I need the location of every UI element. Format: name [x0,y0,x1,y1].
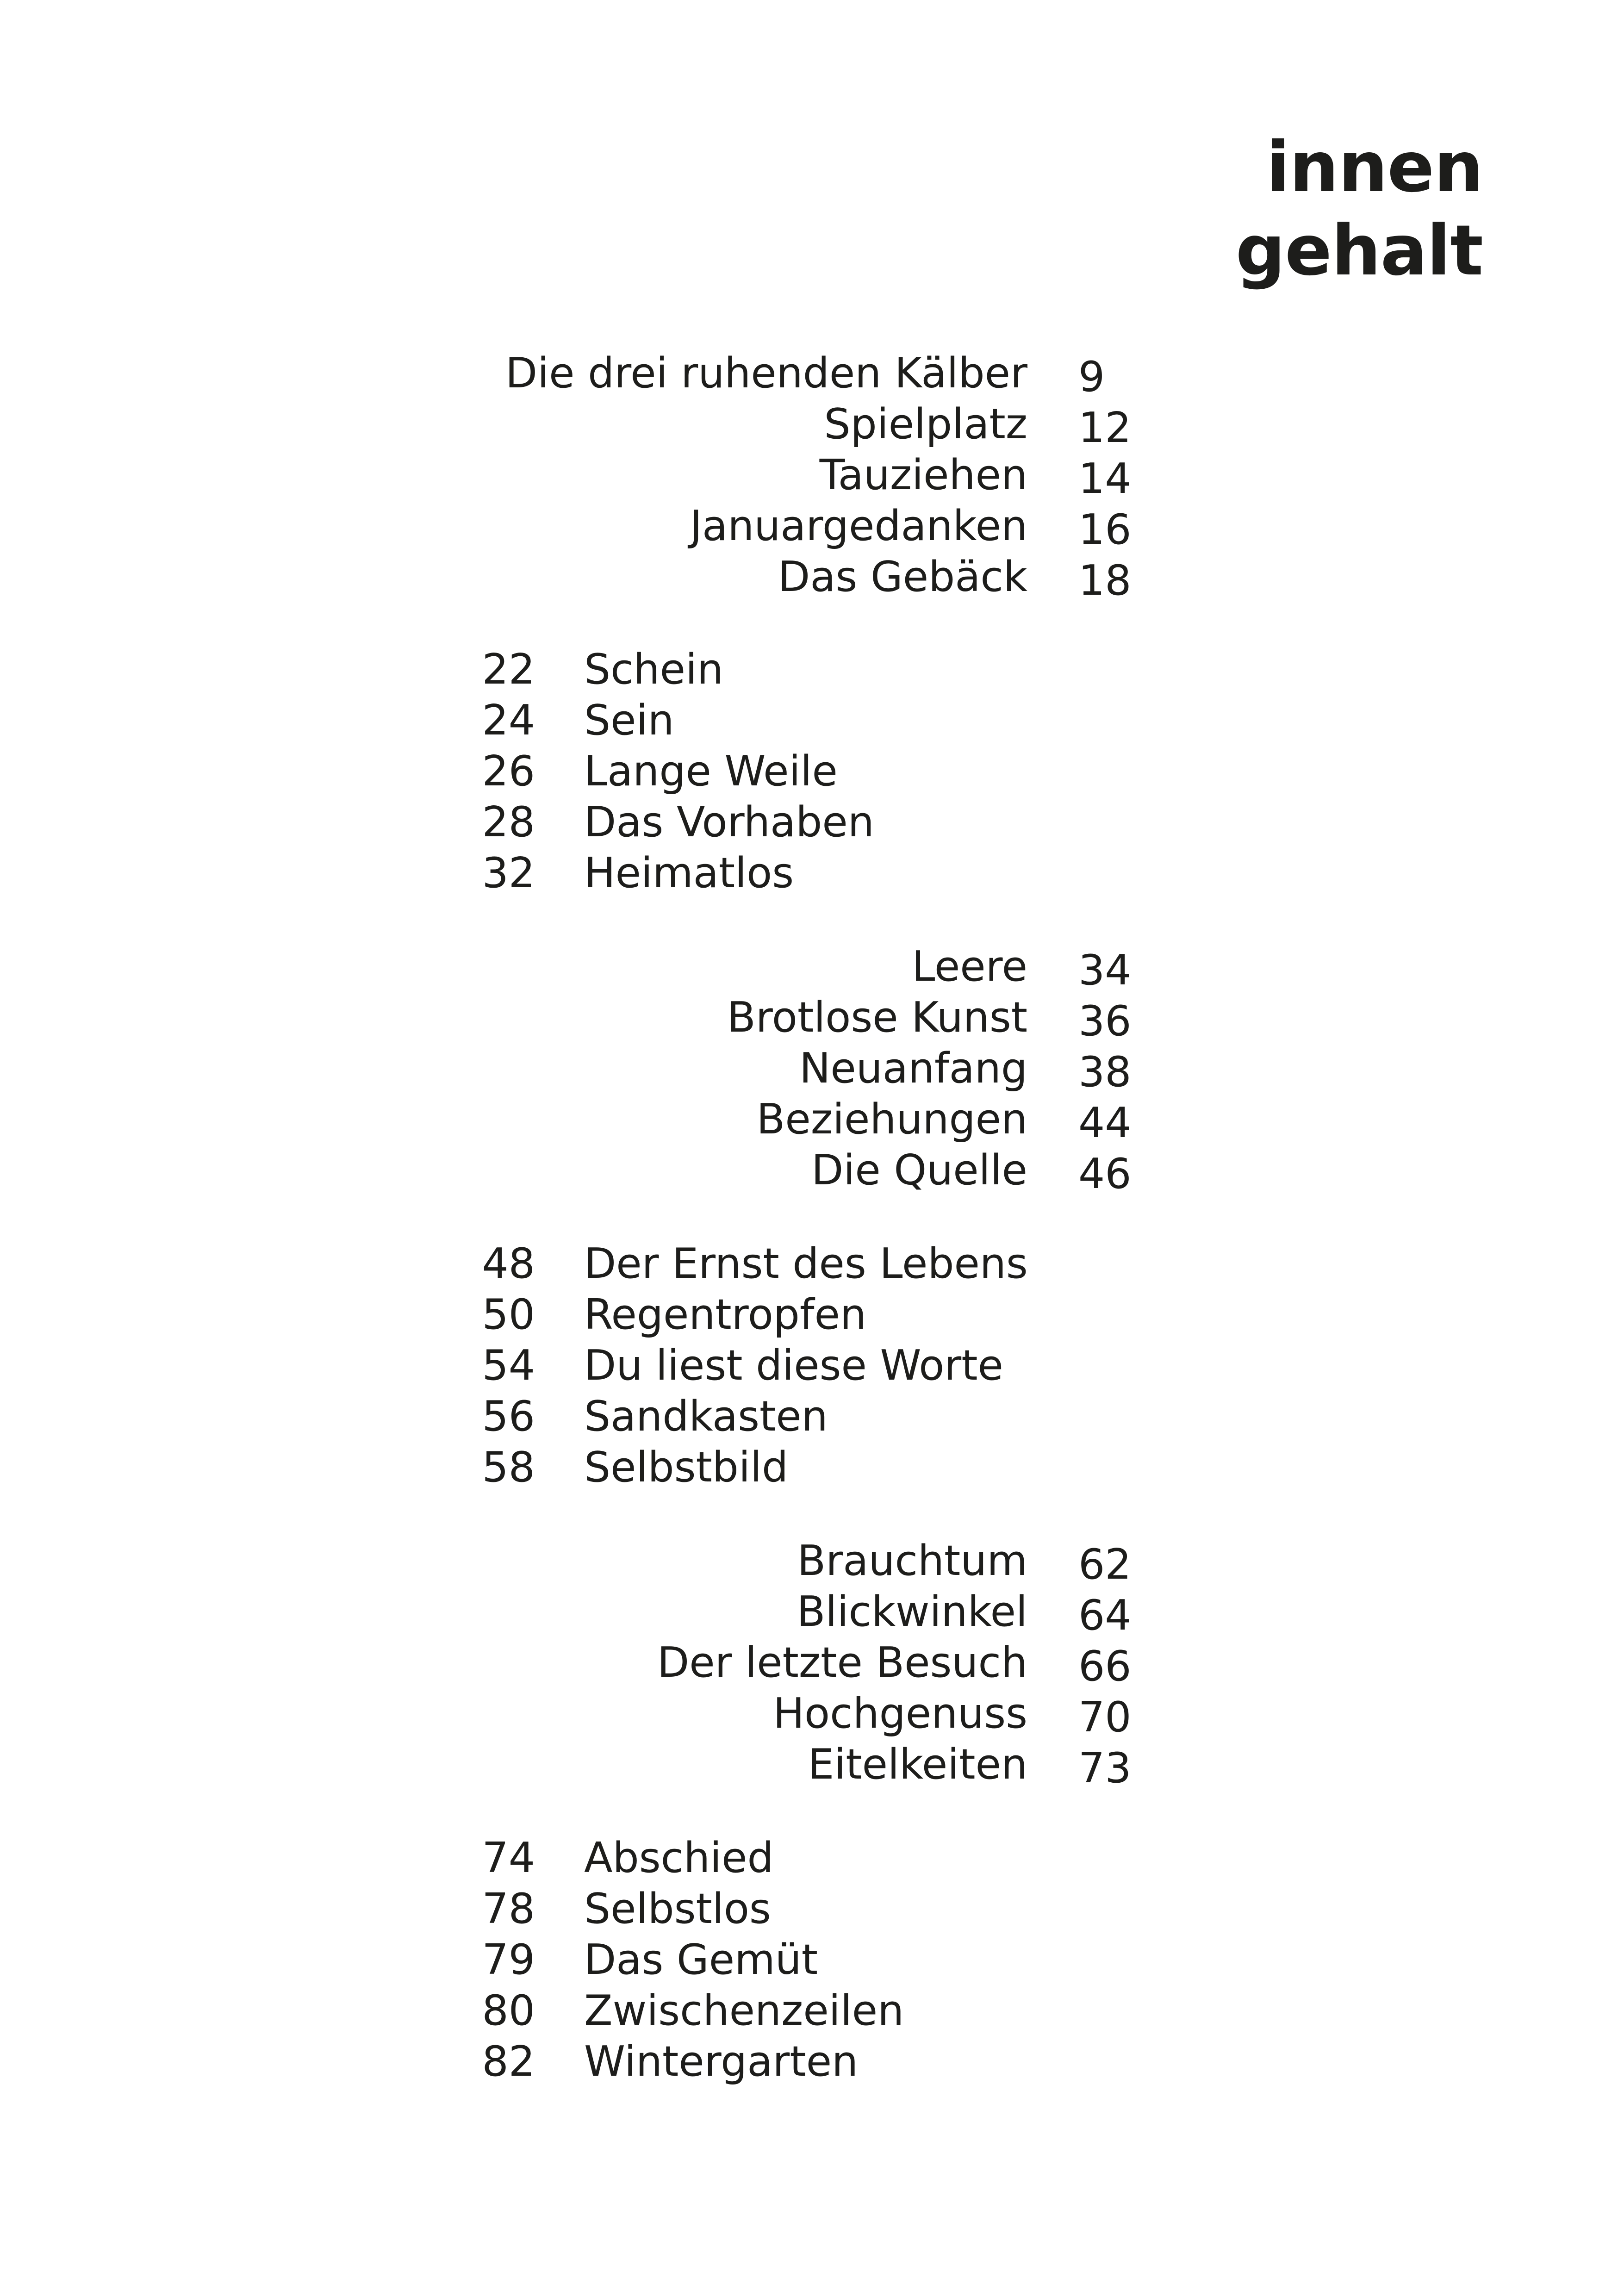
toc-entry-title: Brotlose Kunst [727,993,1027,1042]
toc-entry-title: Der Ernst des Lebens [584,1239,1028,1288]
toc-entry [0,1985,1618,2036]
toc-entry-page: 74 [482,1834,535,1882]
toc-entry [0,941,1618,995]
toc-entry-title: Beziehungen [756,1095,1027,1144]
toc-entry-page: 46 [1078,1150,1132,1198]
toc-entry-title: Sandkasten [584,1392,828,1441]
toc-entry [0,1833,1618,1884]
toc-entry-page: 70 [1078,1693,1132,1742]
toc-entry-page: 66 [1078,1642,1132,1691]
toc-entry-title: Du liest diese Worte [584,1341,1003,1390]
toc-entry-page: 12 [1078,404,1132,452]
toc-entry-title: Spielplatz [824,400,1027,448]
toc-entry-title: Sein [584,696,674,745]
toc-entry-page: 18 [1078,556,1132,605]
toc-entry-page: 32 [482,849,535,897]
toc-entry-title: Das Gebäck [778,553,1027,601]
toc-entry [0,1340,1618,1391]
toc-entry-title: Brauchtum [797,1537,1027,1585]
toc-entry-page: 14 [1078,454,1132,503]
toc-entry-title: Januargedanken [690,502,1027,550]
toc-entry-title: Leere [912,942,1027,991]
toc-entry [0,2036,1618,2087]
toc-entry [0,1391,1618,1442]
toc-entry-page: 56 [482,1392,535,1441]
toc-entry [0,1637,1618,1691]
toc-entry-title: Regentropfen [584,1290,867,1339]
toc-entry [0,1442,1618,1493]
toc-entry-page: 48 [482,1239,535,1288]
toc-entry-title: Hochgenuss [773,1689,1027,1738]
toc-entry [0,1043,1618,1094]
toc-entry-page: 64 [1078,1591,1132,1640]
toc-entry [0,1238,1618,1289]
toc-entry [0,1094,1618,1145]
toc-entry-page: 82 [482,2037,535,2086]
toc-entry-page: 16 [1078,505,1132,554]
toc-entry-page: 79 [482,1935,535,1984]
toc-entry-title: Der letzte Besuch [657,1638,1027,1687]
toc-entry-page: 44 [1078,1099,1132,1147]
toc-entry [0,992,1618,1043]
toc-entry-title: Die drei ruhenden Kälber [505,349,1027,398]
toc-entry-title: Abschied [584,1834,774,1882]
toc-entry [0,695,1618,746]
toc-entry-title: Blickwinkel [797,1587,1027,1636]
toc-entry-title: Lange Weile [584,747,838,796]
toc-entry [0,1145,1618,1196]
toc-entry [0,1884,1618,1935]
toc-entry-title: Tauziehen [819,451,1027,499]
toc-entry-page: 38 [1078,1048,1132,1096]
toc-entry-page: 62 [1078,1540,1132,1589]
toc-entry-title: Selbstbild [584,1443,789,1492]
toc-entry-page: 80 [482,1986,535,2035]
toc-entry [0,1536,1618,1587]
toc-entry-page: 50 [482,1290,535,1339]
toc-entry [0,1739,1618,1790]
toc-entry-page: 36 [1078,997,1132,1045]
toc-entry [0,450,1618,501]
toc-entry [0,348,1618,399]
toc-entry-page: 22 [482,645,535,694]
toc-entry-page: 73 [1078,1744,1132,1792]
toc-entry [0,746,1618,797]
toc-entry [0,1688,1618,1742]
heading-line-1: innen [1266,127,1483,208]
toc-entry-title: Das Gemüt [584,1935,818,1984]
toc-entry-title: Eitelkeiten [808,1740,1027,1789]
toc-entry [0,501,1618,552]
toc-entry [0,552,1618,603]
toc-entry-title: Schein [584,645,724,694]
toc-entry [0,399,1618,450]
toc-entry-title: Heimatlos [584,849,794,897]
toc-entry-title: Zwischenzeilen [584,1986,904,2035]
toc-entry-page: 26 [482,747,535,796]
toc-entry [0,1289,1618,1340]
toc-entry-page: 24 [482,696,535,745]
toc-entry [0,1935,1618,1985]
toc-entry-page: 54 [482,1341,535,1390]
toc-entry-page: 9 [1078,353,1105,401]
page-heading [1236,126,1483,292]
toc-entry [0,1587,1618,1640]
toc-entry-page: 58 [482,1443,535,1492]
toc-entry-page: 34 [1078,946,1132,995]
toc-entry-title: Die Quelle [811,1146,1027,1195]
heading-line-2: gehalt [1235,211,1483,291]
toc-entry [0,644,1618,695]
toc-entry-page: 78 [482,1885,535,1933]
toc-entry-title: Selbstlos [584,1885,771,1933]
toc-entry-title: Das Vorhaben [584,798,874,846]
toc-entry-title: Wintergarten [584,2037,859,2086]
toc-entry [0,848,1618,899]
toc-entry-page: 28 [482,798,535,846]
toc-entry [0,797,1618,848]
toc-entry-title: Neuanfang [799,1044,1027,1093]
